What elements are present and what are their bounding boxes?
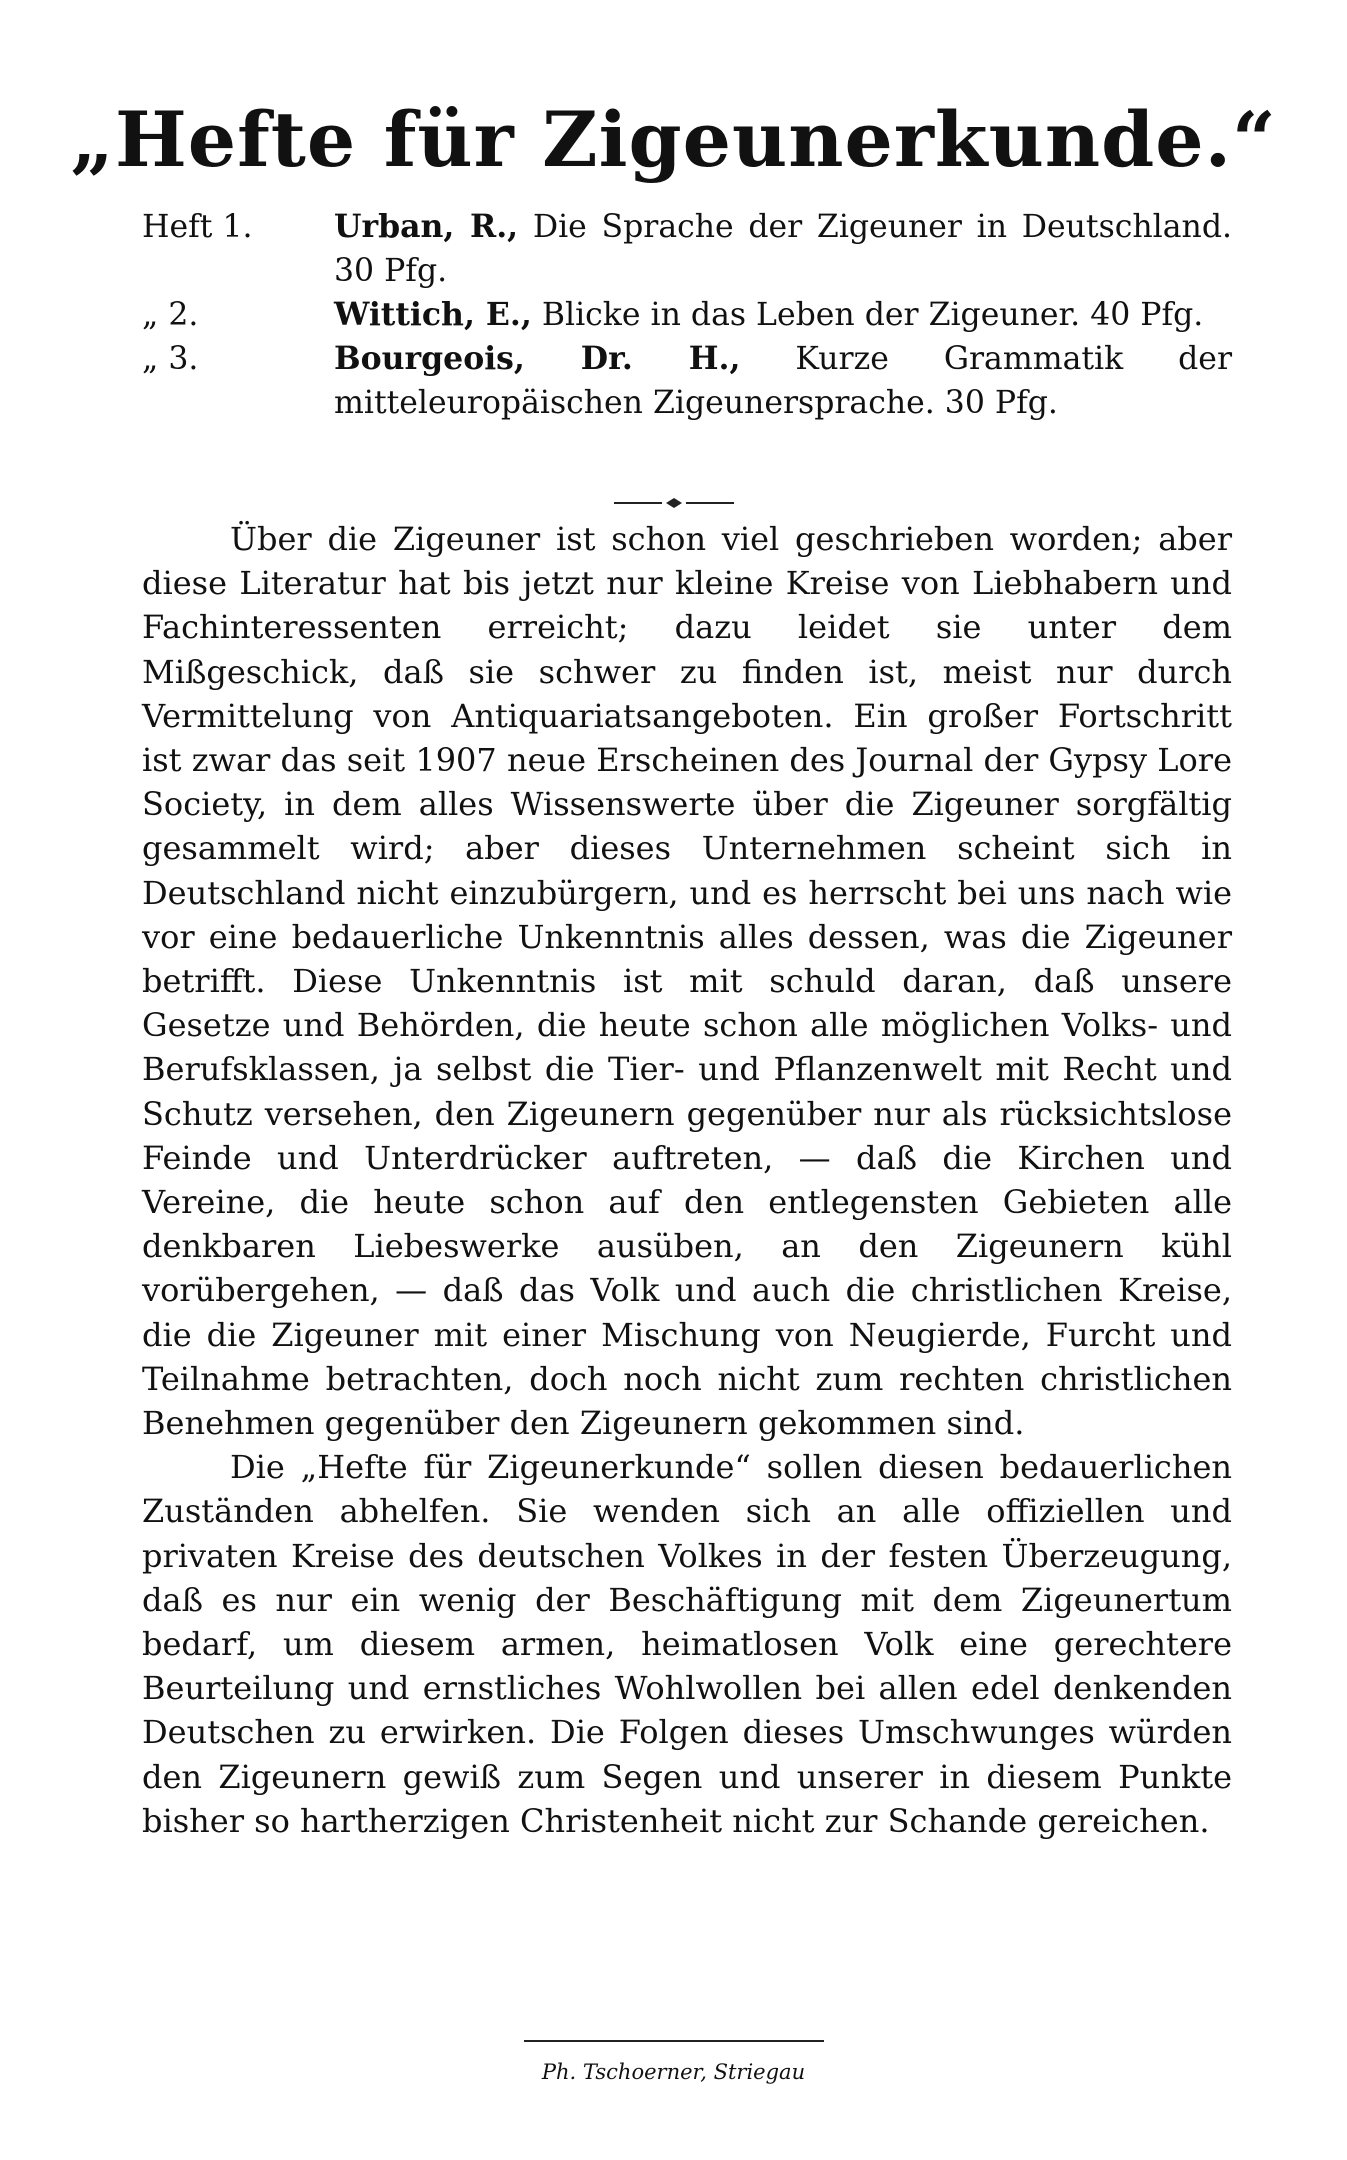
issue-entry [142, 337, 1232, 425]
issue-work: Kurze Grammatik der mitteleuropäischen Zigeunersprache. [334, 341, 1233, 421]
issue-description [334, 293, 1232, 337]
issue-price: 30 Pfg. [334, 253, 448, 289]
issue-list [142, 205, 1232, 425]
issue-number: Heft 1. [142, 209, 253, 245]
issue-price: 40 Pfg. [1090, 297, 1204, 333]
paragraph: Die „Hefte für Zigeunerkunde“ sollen diesen bedauerlichen Zuständen abhelfen. Sie wenden sich an alle offiziellen und privaten Kreise des deutschen Volkes in der festen Überzeugung, daß es nur ein wenig der Beschäftigung mit dem Zigeunertum bedarf, um diesem armen, heimatlosen Volk eine gerechtere Beurteilung und ernstliches Wohlwollen bei allen edel denkenden Deutschen zu erwirken. Die Folgen dieses Umschwunges würden den Zigeunern gewiß zum Segen und unserer in diesem Punkte bisher so hartherzigen Christenheit nicht zur Schande gereichen. [142, 1448, 1232, 1840]
issue-number: „ 2. [142, 297, 199, 333]
body-text [142, 517, 1232, 1843]
issue-work: Die Sprache der Zigeuner in Deutschland. [532, 209, 1232, 245]
issue-entry [142, 293, 1232, 337]
ornament-divider [614, 496, 734, 510]
issue-author: Bourgeois, Dr. H., [334, 340, 741, 377]
issue-work: Blicke in das Leben der Zigeuner. [541, 297, 1081, 333]
page-title: „Hefte für Zigeunerkunde.“ [70, 95, 1277, 184]
printer-imprint: Ph. Tschoerner, Striegau [541, 2060, 806, 2084]
issue-description [334, 205, 1232, 293]
issue-entry [142, 205, 1232, 293]
issue-description [334, 337, 1232, 425]
paragraph: Über die Zigeuner ist schon viel geschrieben worden; aber diese Literatur hat bis jetzt nur kleine Kreise von Liebhabern und Fachinteressenten erreicht; dazu leidet sie unter dem Mißgeschick, daß sie schwer zu finden ist, meist nur durch Vermittelung von Antiquariatsangeboten. Ein großer Fortschritt ist zwar das seit 1907 neue Erscheinen des Journal der Gypsy Lore Society, in dem alles Wissenswerte über die Zigeuner sorgfältig gesammelt wird; aber dieses Unternehmen scheint sich in Deutschland nicht einzubürgern, und es herrscht bei uns nach wie vor eine bedauerliche Unkenntnis alles dessen, was die Zigeuner betrifft. Diese Unkenntnis ist mit schuld daran, daß unsere Gesetze und Behörden, die heute schon alle möglichen Volks- und Berufsklassen, ja selbst die Tier- und Pflanzenwelt mit Recht und Schutz versehen, den Zigeunern gegenüber nur als rücksichtslose Feinde und Unterdrücker auftreten, — daß die Kirchen und Vereine, die heute schon auf den entlegensten Gebieten alle denkbaren Liebeswerke ausüben, an den Zigeunern kühl vorübergehen, — daß das Volk und auch die christlichen Kreise, die die Zigeuner mit einer Mischung von Neugierde, Furcht und Teilnahme betrachten, doch noch nicht zum rechten christlichen Benehmen gegenüber den Zigeunern gekommen sind. [142, 520, 1232, 1443]
issue-number: „ 3. [142, 341, 199, 377]
issue-author: Urban, R., [334, 208, 519, 245]
issue-author: Wittich, E., [334, 296, 532, 333]
issue-price: 30 Pfg. [944, 385, 1058, 421]
footer-rule [524, 2040, 824, 2042]
